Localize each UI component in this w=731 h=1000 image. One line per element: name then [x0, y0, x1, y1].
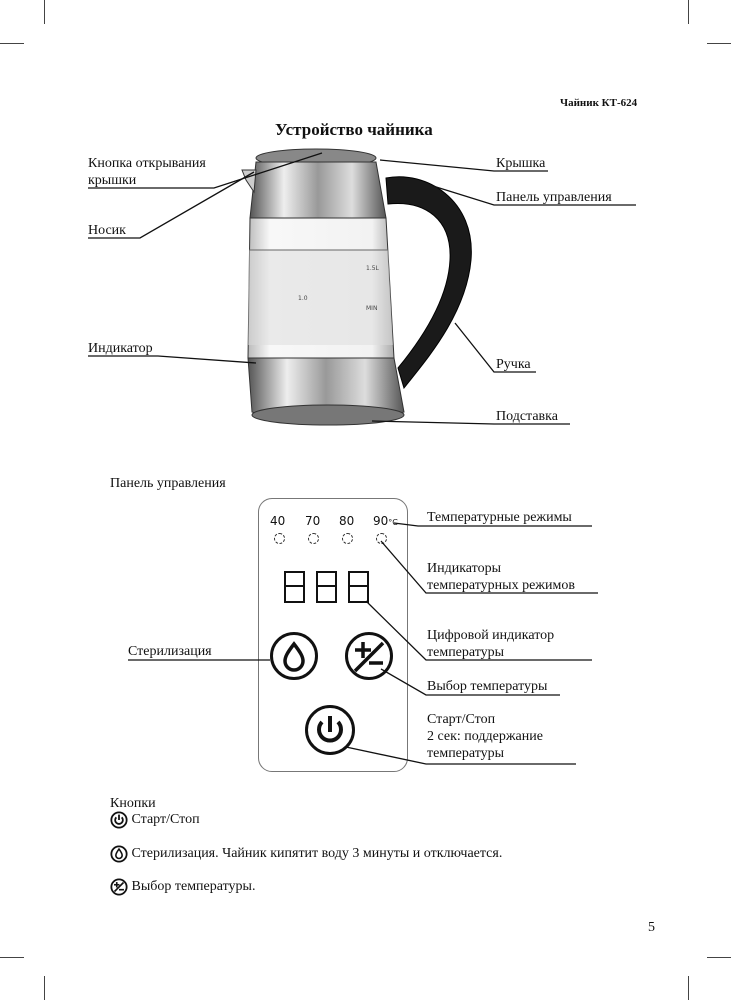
- label-base: Подставка: [496, 409, 558, 424]
- temp-90: 90°C: [373, 514, 398, 528]
- label-handle: Ручка: [496, 357, 531, 372]
- page-title: Устройство чайника: [275, 120, 433, 139]
- panel-section-title: Панель управления: [110, 476, 226, 491]
- crop-mark: [688, 0, 689, 24]
- kettle-handle: [386, 177, 471, 388]
- page-header: Чайник КТ-624: [560, 97, 638, 109]
- kettle-mark: 1.0: [298, 295, 308, 302]
- label-digital-indicator: Цифровой индикатор температуры: [427, 628, 555, 660]
- label-lid-button: Кнопка открывания крышки: [88, 156, 206, 188]
- plus-minus-icon: [110, 878, 128, 896]
- crop-mark: [44, 976, 45, 1000]
- label-sterilization: Стерилизация: [128, 644, 212, 659]
- label-lid: Крышка: [496, 156, 546, 171]
- temp-70: 70: [305, 514, 321, 528]
- temp-80: 80: [339, 514, 355, 528]
- temp-select-button[interactable]: [345, 632, 393, 680]
- sterilization-button[interactable]: [270, 632, 318, 680]
- kettle-top-collar: [250, 162, 386, 218]
- control-panel-diagram: [258, 498, 408, 772]
- drop-icon: [273, 635, 315, 677]
- kettle-spout: [242, 170, 256, 192]
- page-number: 5: [648, 920, 655, 935]
- temp-indicator-90: [376, 533, 387, 544]
- kettle-illustration: [236, 140, 486, 440]
- power-icon: [110, 811, 128, 829]
- crop-mark: [707, 43, 731, 44]
- buttons-item-temp-select: Выбор температуры.: [110, 878, 255, 896]
- plus-minus-icon: [348, 635, 390, 677]
- power-icon: [308, 708, 352, 752]
- digit-display-1: [284, 571, 305, 603]
- label-temp-select: Выбор температуры: [427, 679, 548, 694]
- buttons-item-sterilization: Стерилизация. Чайник кипятит воду 3 минуты и отключается.: [110, 845, 502, 863]
- label-indicator: Индикатор: [88, 341, 153, 356]
- label-start-stop: Старт/Стоп 2 сек: поддержание температуры: [427, 712, 543, 761]
- buttons-title: Кнопки: [110, 796, 156, 811]
- drop-icon: [110, 845, 128, 863]
- crop-mark: [707, 957, 731, 958]
- crop-mark: [0, 957, 24, 958]
- digit-display-2: [316, 571, 337, 603]
- temp-indicator-70: [308, 533, 319, 544]
- label-temp-indicators: Индикаторы температурных режимов: [427, 561, 575, 593]
- crop-mark: [688, 976, 689, 1000]
- start-stop-button[interactable]: [305, 705, 355, 755]
- temp-40: 40: [270, 514, 286, 528]
- label-spout: Носик: [88, 223, 126, 238]
- label-control-panel: Панель управления: [496, 190, 612, 205]
- buttons-item-start-stop: Старт/Стоп: [110, 811, 200, 829]
- temp-indicator-80: [342, 533, 353, 544]
- temp-indicator-40: [274, 533, 285, 544]
- label-temp-modes: Температурные режимы: [427, 510, 572, 525]
- crop-mark: [44, 0, 45, 24]
- kettle-mark: 1.5L: [366, 265, 379, 272]
- crop-mark: [0, 43, 24, 44]
- kettle-mark: MIN: [366, 305, 378, 312]
- digit-display-3: [348, 571, 369, 603]
